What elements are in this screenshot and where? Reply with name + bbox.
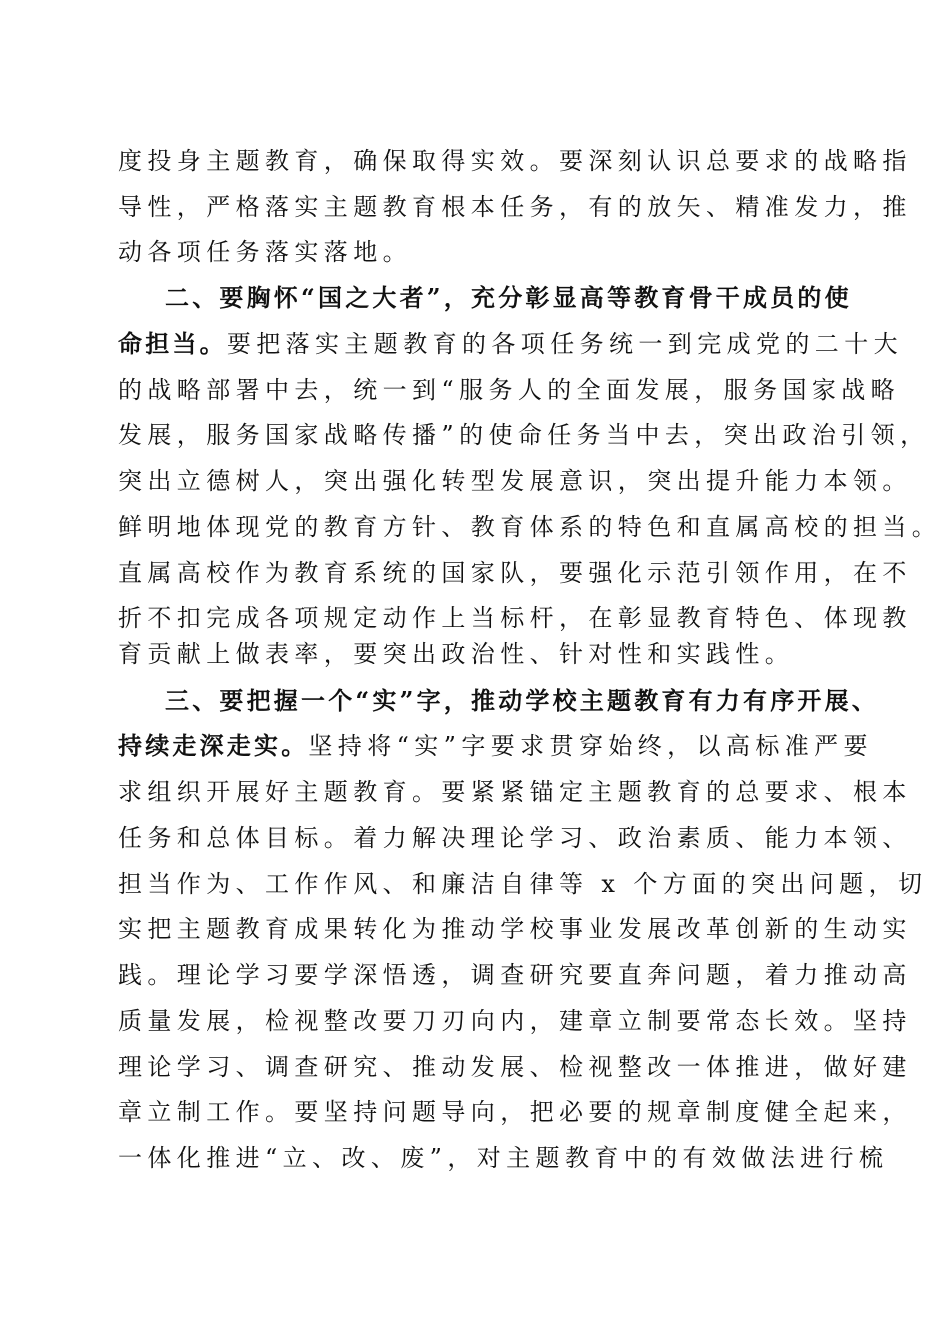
body-line: 理论学习、调查研究、推动发展、检视整改一体推进，做好建 [118, 1053, 912, 1081]
section-heading-2: 二、要胸怀“国之大者”，充分彰显高等教育骨干成员的使 [165, 283, 852, 312]
body-line: 鲜明地体现党的教育方针、教育体系的特色和直属高校的担当。 [118, 513, 942, 541]
body-line: 直属高校作为教育系统的国家队，要强化示范引领作用，在不 [118, 559, 912, 587]
body-line: 章立制工作。要坚持问题导向，把必要的规章制度健全起来， [118, 1098, 912, 1126]
body-line: 折不扣完成各项规定动作上当标杆，在彰显教育特色、体现教 [118, 604, 912, 632]
body-line: 持续走深走实。坚持将“实”字要求贯穿始终，以高标准严要 [118, 731, 873, 760]
body-line: 践。理论学习要学深悟透，调查研究要直奔问题，着力推动高 [118, 961, 912, 989]
body-line: 的战略部署中去，统一到“服务人的全面发展，服务国家战略 [118, 376, 901, 404]
body-line: 育贡献上做表率，要突出政治性、针对性和实践性。 [118, 640, 795, 668]
body-line: 实把主题教育成果转化为推动学校事业发展改革创新的生动实 [118, 915, 912, 943]
section-heading-3: 三、要把握一个“实”字，推动学校主题教育有力有序开展、 [165, 686, 880, 715]
body-line: 一体化推进“立、改、废”，对主题教育中的有效做法进行梳 [118, 1144, 889, 1172]
body-line: 担当作为、工作作风、和廉洁自律等 x 个方面的突出问题，切 [118, 870, 928, 898]
body-line: 任务和总体目标。着力解决理论学习、政治素质、能力本领、 [118, 824, 912, 852]
body-line: 命担当。要把落实主题教育的各项任务统一到完成党的二十大 [118, 329, 904, 358]
body-line: 导性，严格落实主题教育根本任务，有的放矢、精准发力，推 [118, 193, 912, 221]
body-line: 质量发展，检视整改要刀刃向内，建章立制要常态长效。坚持 [118, 1007, 912, 1035]
body-line: 发展，服务国家战略传播”的使命任务当中去，突出政治引领， [118, 421, 930, 449]
body-line: 动各项任务落实落地。 [118, 238, 412, 266]
body-line: 度投身主题教育，确保取得实效。要深刻认识总要求的战略指 [118, 147, 912, 175]
body-line: 突出立德树人，突出强化转型发展意识，突出提升能力本领。 [118, 467, 912, 495]
body-line: 求组织开展好主题教育。要紧紧锚定主题教育的总要求、根本 [118, 778, 912, 806]
